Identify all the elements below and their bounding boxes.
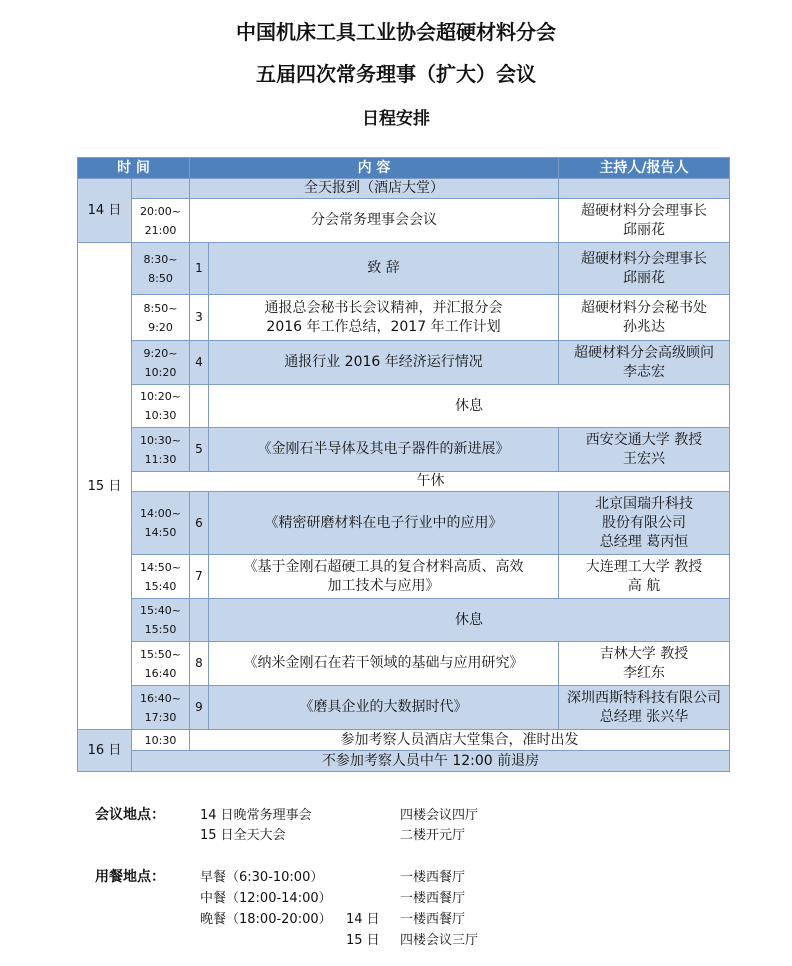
document-title: 中国机床工具工业协会超硬材料分会 — [236, 20, 556, 44]
table-header-row — [78, 158, 730, 179]
row-content: 全天报到（酒店大堂） — [190, 179, 559, 199]
host-cell: 北京国瑞升科技 股份有限公司 总经理 葛丙恒 — [559, 492, 730, 555]
host-cell: 超硬材料分会理事长 邱丽花 — [559, 243, 730, 295]
table-row — [78, 555, 730, 599]
time-cell: 8:30~ 8:50 — [132, 243, 190, 295]
dinner-place-1: 一楼西餐厅 — [400, 912, 466, 927]
row-content: 通报行业 2016 年经济运行情况 — [209, 341, 559, 385]
row-content: 分会常务理事会会议 — [190, 199, 559, 243]
time-cell: 20:00~ 21:00 — [132, 199, 190, 243]
breakfast-time: 早餐（6:30-10:00） — [200, 870, 324, 885]
host-cell: 超硬材料分会秘书处 孙兆达 — [559, 295, 730, 341]
day-cell: 15 日 — [78, 243, 132, 730]
row-content: 《纳米金刚石在若干领域的基础与应用研究》 — [209, 642, 559, 686]
item-number: 7 — [190, 555, 209, 599]
table-row — [78, 751, 730, 772]
item-number: 4 — [190, 341, 209, 385]
time-cell: 10:30~ 11:30 — [132, 428, 190, 472]
meeting-title: 五届四次常务理事（扩大）会议 — [256, 62, 536, 86]
host-cell: 深圳西斯特科技有限公司 总经理 张兴华 — [559, 686, 730, 730]
time-cell: 10:20~ 10:30 — [132, 385, 190, 428]
item-number: 8 — [190, 642, 209, 686]
row-content: 不参加考察人员中午 12:00 前退房 — [132, 751, 730, 772]
schedule-table — [77, 157, 730, 772]
row-content: 《基于金刚石超硬工具的复合材料高质、高效 加工技术与应用》 — [209, 555, 559, 599]
venue-place-2: 二楼开元厅 — [400, 828, 466, 843]
table-row — [78, 179, 730, 199]
break-cell: 休息 — [209, 385, 730, 428]
table-row — [78, 686, 730, 730]
time-cell: 14:00~ 14:50 — [132, 492, 190, 555]
host-cell: 大连理工大学 教授 高 航 — [559, 555, 730, 599]
item-number: 1 — [190, 243, 209, 295]
table-row — [78, 428, 730, 472]
table-row — [78, 730, 730, 751]
dinner-time: 晚餐（18:00-20:00） — [200, 912, 332, 927]
dinner-day-2: 15 日 — [346, 933, 380, 948]
row-content: 《磨具企业的大数据时代》 — [209, 686, 559, 730]
row-content: 参加考察人员酒店大堂集合，准时出发 — [190, 730, 730, 751]
host-cell: 西安交通大学 教授 王宏兴 — [559, 428, 730, 472]
table-row — [78, 243, 730, 295]
dining-label: 用餐地点： — [95, 869, 165, 885]
lunch-break-cell: 午休 — [132, 472, 730, 492]
schedule-heading: 日程安排 — [362, 109, 430, 129]
host-cell: 吉林大学 教授 李红东 — [559, 642, 730, 686]
table-row — [78, 492, 730, 555]
table-row — [78, 642, 730, 686]
day-cell: 14 日 — [78, 179, 132, 243]
time-cell: 15:50~ 16:40 — [132, 642, 190, 686]
venue-place-1: 四楼会议四厅 — [400, 808, 479, 823]
table-row — [78, 295, 730, 341]
table-row — [78, 385, 730, 428]
dinner-place-2: 四楼会议三厅 — [400, 933, 479, 948]
row-content: 《精密研磨材料在电子行业中的应用》 — [209, 492, 559, 555]
row-content: 通报总会秘书长会议精神，并汇报分会 2016 年工作总结，2017 年工作计划 — [209, 295, 559, 341]
table-row — [78, 599, 730, 642]
venue-event-2: 15 日全天大会 — [200, 828, 286, 843]
dinner-day-1: 14 日 — [346, 912, 380, 927]
time-cell: 8:50~ 9:20 — [132, 295, 190, 341]
lunch-time: 中餐（12:00-14:00） — [200, 891, 332, 906]
item-number: 3 — [190, 295, 209, 341]
header-content: 内 容 — [190, 158, 559, 179]
time-cell: 16:40~ 17:30 — [132, 686, 190, 730]
table-row — [78, 199, 730, 243]
row-content: 致 辞 — [209, 243, 559, 295]
row-content: 《金刚石半导体及其电子器件的新进展》 — [209, 428, 559, 472]
item-number: 6 — [190, 492, 209, 555]
header-time: 时 间 — [78, 158, 190, 179]
table-row — [78, 341, 730, 385]
time-cell: 9:20~ 10:20 — [132, 341, 190, 385]
venue-event-1: 14 日晚常务理事会 — [200, 808, 312, 823]
host-cell: 超硬材料分会理事长 邱丽花 — [559, 199, 730, 243]
item-number: 5 — [190, 428, 209, 472]
break-cell: 休息 — [209, 599, 730, 642]
breakfast-place: 一楼西餐厅 — [400, 870, 466, 885]
item-number: 9 — [190, 686, 209, 730]
venue-label: 会议地点： — [95, 807, 165, 823]
time-cell: 15:40~ 15:50 — [132, 599, 190, 642]
header-host: 主持人/报告人 — [559, 158, 730, 179]
day-cell: 16 日 — [78, 730, 132, 772]
time-cell: 14:50~ 15:40 — [132, 555, 190, 599]
table-row — [78, 472, 730, 492]
time-cell: 10:30 — [132, 730, 190, 751]
host-cell: 超硬材料分会高级顾问 李志宏 — [559, 341, 730, 385]
lunch-place: 一楼西餐厅 — [400, 891, 466, 906]
